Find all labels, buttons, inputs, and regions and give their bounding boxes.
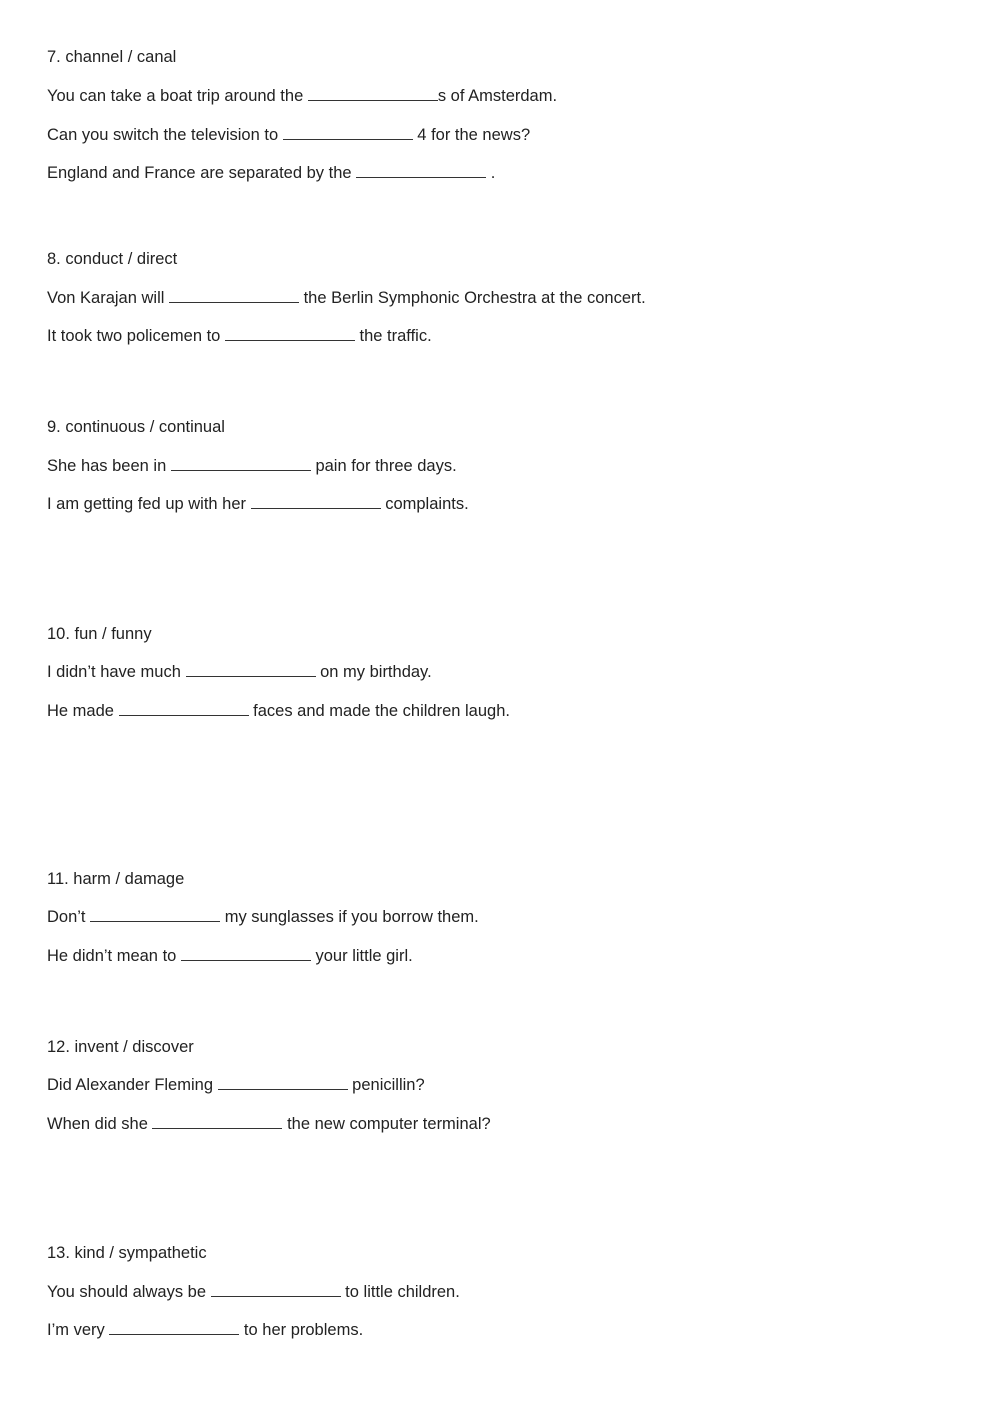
exercise-heading: 11. harm / damage	[47, 870, 185, 888]
sentence-text: Don’t	[47, 908, 91, 926]
exercise-heading: 7. channel / canal	[47, 48, 177, 66]
answer-blank[interactable]	[251, 494, 381, 509]
answer-blank[interactable]	[119, 701, 249, 716]
sentence-text: pain for three days.	[310, 457, 457, 475]
answer-blank[interactable]	[211, 1282, 341, 1297]
sentence-text: When did she	[47, 1115, 153, 1133]
sentence-text: the traffic.	[354, 327, 432, 345]
sentence	[47, 946, 413, 966]
sentence-text: faces and made the children laugh.	[248, 702, 510, 720]
sentence	[47, 288, 646, 308]
exercise-heading: 9. continuous / continual	[47, 418, 225, 436]
sentence-text: the new computer terminal?	[282, 1115, 491, 1133]
sentence	[47, 1075, 425, 1095]
sentence-text: on my birthday.	[315, 663, 432, 681]
sentence-text: Did Alexander Fleming	[47, 1076, 218, 1094]
sentence-text: .	[486, 164, 496, 182]
answer-blank[interactable]	[152, 1114, 282, 1129]
exercise-heading: 10. fun / funny	[47, 625, 152, 643]
sentence-text: Von Karajan will	[47, 289, 169, 307]
sentence	[47, 1320, 363, 1340]
sentence-text: I didn’t have much	[47, 663, 186, 681]
sentence	[47, 494, 469, 514]
sentence	[47, 326, 432, 346]
sentence	[47, 163, 495, 183]
sentence-text: 4 for the news?	[412, 126, 531, 144]
sentence-text: I am getting fed up with her	[47, 495, 251, 513]
sentence	[47, 907, 479, 927]
sentence-text: You should always be	[47, 1283, 211, 1301]
answer-blank[interactable]	[186, 662, 316, 677]
exercise-heading: 13. kind / sympathetic	[47, 1244, 207, 1262]
answer-blank[interactable]	[90, 907, 220, 922]
exercise-heading: 12. invent / discover	[47, 1038, 194, 1056]
sentence-text: s of Amsterdam.	[437, 87, 558, 105]
sentence-text: to little children.	[340, 1283, 460, 1301]
sentence-text: You can take a boat trip around the	[47, 87, 308, 105]
sentence-text: It took two policemen to	[47, 327, 225, 345]
sentence	[47, 86, 557, 106]
sentence	[47, 456, 457, 476]
sentence	[47, 701, 510, 721]
sentence	[47, 1114, 491, 1134]
sentence-text: penicillin?	[347, 1076, 425, 1094]
sentence-text: I’m very	[47, 1321, 110, 1339]
sentence	[47, 1282, 460, 1302]
sentence	[47, 125, 530, 145]
answer-blank[interactable]	[169, 288, 299, 303]
answer-blank[interactable]	[181, 946, 311, 961]
sentence-text: to her problems.	[239, 1321, 364, 1339]
answer-blank[interactable]	[356, 163, 486, 178]
answer-blank[interactable]	[308, 86, 438, 101]
sentence-text: your little girl.	[310, 947, 413, 965]
answer-blank[interactable]	[225, 326, 355, 341]
answer-blank[interactable]	[109, 1320, 239, 1335]
sentence-text: England and France are separated by the	[47, 164, 357, 182]
sentence-text: complaints.	[380, 495, 469, 513]
sentence-text: She has been in	[47, 457, 171, 475]
answer-blank[interactable]	[218, 1075, 348, 1090]
exercise-heading: 8. conduct / direct	[47, 250, 178, 268]
sentence	[47, 662, 432, 682]
answer-blank[interactable]	[283, 125, 413, 140]
sentence-text: He didn’t mean to	[47, 947, 181, 965]
sentence-text: the Berlin Symphonic Orchestra at the concert.	[299, 289, 646, 307]
sentence-text: my sunglasses if you borrow them.	[220, 908, 479, 926]
sentence-text: Can you switch the television to	[47, 126, 283, 144]
sentence-text: He made	[47, 702, 119, 720]
answer-blank[interactable]	[171, 456, 311, 471]
